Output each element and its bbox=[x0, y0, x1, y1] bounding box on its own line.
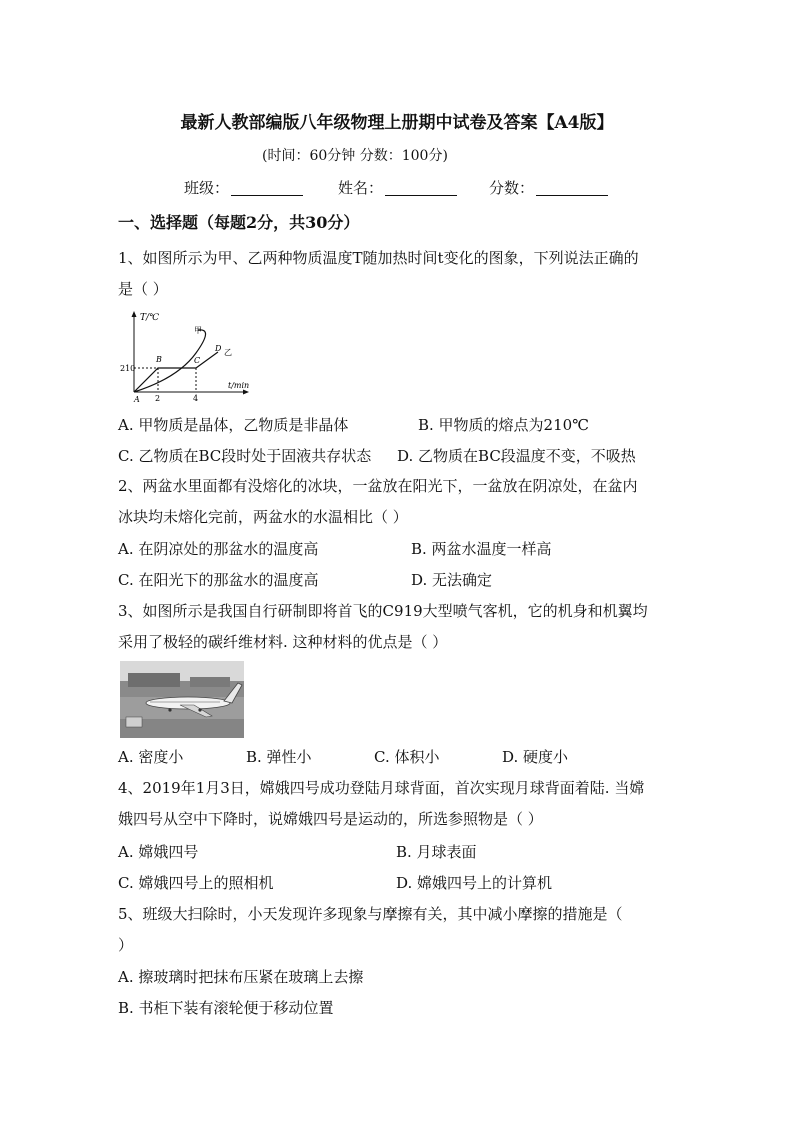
q4-stem-line1: 4、2019年1月3日，嫦娥四号成功登陆月球背面，首次实现月球背面着陆. 当嫦 bbox=[118, 779, 645, 797]
class-blank[interactable] bbox=[231, 181, 303, 196]
name-field bbox=[338, 177, 457, 198]
q5-stem-line2: ） bbox=[118, 936, 134, 954]
name-blank[interactable] bbox=[385, 181, 457, 196]
curve-yi-label: 乙 bbox=[224, 348, 232, 357]
q1-stem-line1: 1、如图所示为甲、乙两种物质温度T随加热时间t变化的图象，下列说法正确的 bbox=[118, 249, 639, 267]
class-label: 班级： bbox=[184, 179, 230, 197]
c919-airplane-photo bbox=[120, 661, 244, 738]
point-c-label: C bbox=[194, 356, 201, 365]
q2-stem-line2: 冰块均未熔化完前，两盆水的水温相比（ ） bbox=[118, 508, 408, 526]
origin-label: A bbox=[134, 395, 140, 404]
q3-option-b[interactable]: B. 弹性小 bbox=[246, 748, 312, 766]
x-axis-arrow bbox=[243, 390, 249, 395]
exam-info: (时间：60分钟 分数：100分) bbox=[262, 148, 448, 164]
name-label: 姓名： bbox=[338, 179, 384, 197]
q3-option-a[interactable]: A. 密度小 bbox=[118, 748, 184, 766]
q1-option-b[interactable]: B. 甲物质的熔点为210℃ bbox=[418, 416, 589, 434]
q4-stem-line2: 娥四号从空中下降时，说嫦娥四号是运动的，所选参照物是（ ） bbox=[118, 810, 543, 828]
y-tick-210: 210 bbox=[120, 364, 136, 373]
q2-option-a[interactable]: A. 在阴凉处的那盆水的温度高 bbox=[118, 540, 319, 558]
section-heading: 一、选择题（每题2分，共30分） bbox=[118, 213, 360, 232]
temperature-time-graph bbox=[118, 308, 253, 404]
point-d-label: D bbox=[215, 344, 222, 353]
curve-jia-label: 甲 bbox=[194, 326, 202, 335]
x-tick-4: 4 bbox=[193, 394, 199, 403]
q5-option-a[interactable]: A. 擦玻璃时把抹布压紧在玻璃上去擦 bbox=[118, 968, 364, 986]
q2-option-b[interactable]: B. 两盆水温度一样高 bbox=[411, 540, 552, 558]
q1-option-a[interactable]: A. 甲物质是晶体，乙物质是非晶体 bbox=[118, 416, 349, 434]
q3-option-c[interactable]: C. 体积小 bbox=[374, 748, 440, 766]
q2-stem-line1: 2、两盆水里面都有没熔化的冰块，一盆放在阳光下，一盆放在阴凉处，在盆内 bbox=[118, 477, 638, 495]
point-b-label: B bbox=[156, 355, 162, 364]
y-axis-arrow bbox=[132, 311, 137, 317]
q4-option-b[interactable]: B. 月球表面 bbox=[396, 843, 477, 861]
class-field bbox=[184, 177, 303, 198]
q4-option-d[interactable]: D. 嫦娥四号上的计算机 bbox=[396, 874, 553, 892]
q2-option-d[interactable]: D. 无法确定 bbox=[411, 571, 493, 589]
q2-option-c[interactable]: C. 在阳光下的那盆水的温度高 bbox=[118, 571, 319, 589]
q4-option-c[interactable]: C. 嫦娥四号上的照相机 bbox=[118, 874, 274, 892]
q3-stem-line1: 3、如图所示是我国自行研制即将首飞的C919大型喷气客机，它的机身和机翼均 bbox=[118, 602, 648, 620]
q5-stem-line1: 5、班级大扫除时，小天发现许多现象与摩擦有关，其中减小摩擦的措施是（ bbox=[118, 905, 623, 923]
x-axis-label: t/min bbox=[228, 381, 250, 390]
page-title: 最新人教部编版八年级物理上册期中试卷及答案【A4版】 bbox=[180, 113, 614, 133]
q3-stem-line2: 采用了极轻的碳纤维材料. 这种材料的优点是（ ） bbox=[118, 633, 448, 651]
q4-option-a[interactable]: A. 嫦娥四号 bbox=[118, 843, 199, 861]
y-axis-label: T/℃ bbox=[140, 313, 160, 323]
q5-option-b[interactable]: B. 书柜下装有滚轮便于移动位置 bbox=[118, 999, 334, 1017]
q1-option-d[interactable]: D. 乙物质在BC段温度不变，不吸热 bbox=[397, 447, 636, 465]
score-blank[interactable] bbox=[536, 181, 608, 196]
q3-option-d[interactable]: D. 硬度小 bbox=[502, 748, 569, 766]
x-tick-2: 2 bbox=[155, 394, 161, 403]
q1-option-c[interactable]: C. 乙物质在BC段时处于固液共存状态 bbox=[118, 447, 372, 465]
q1-stem-line2: 是（ ） bbox=[118, 280, 168, 298]
score-field bbox=[489, 177, 608, 198]
score-label: 分数： bbox=[489, 179, 535, 197]
